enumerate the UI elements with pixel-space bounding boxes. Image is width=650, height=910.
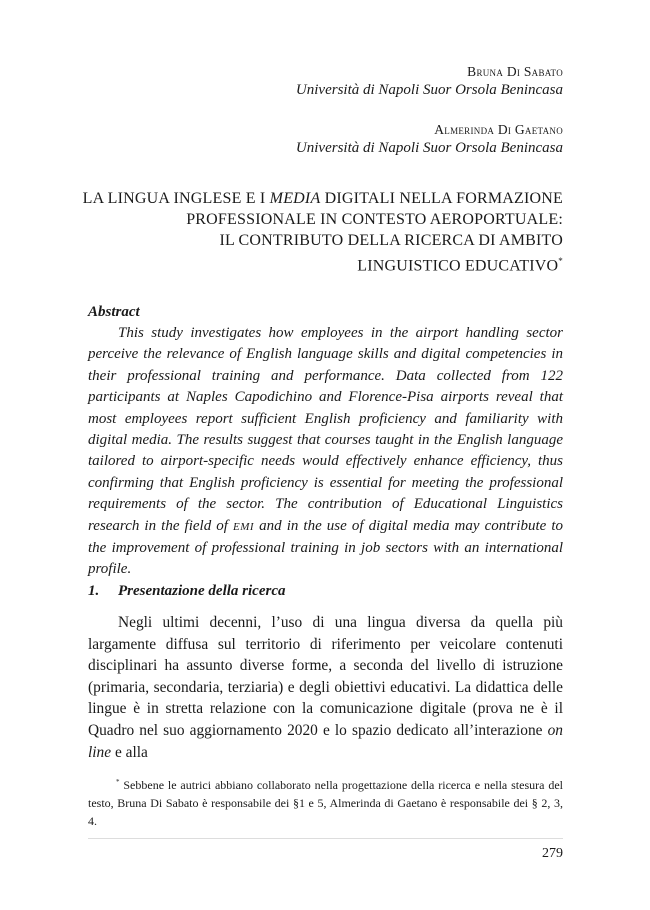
author-name: Bruna Di Sabato (467, 64, 563, 79)
page-number: 279 (542, 846, 563, 861)
abstract-text-part: This study investigates how employees in the airport handling sector perceive the relevance of English language skills and digital competencies in their professional training and performance. Data collected from 122 participants at Naples Capodichino and Florence-Pisa airports reveal that most employees report sufficient English proficiency and familiarity with digital media. The results suggest that courses taught in the English language tailored to airport-specific needs would effectively enhance efficiency, thus confirming that English proficiency is essential for meeting the professional requirements of the sector. The contribution of Educational Linguistics research in the field of (88, 325, 563, 534)
section-title: Presentazione della ricerca (118, 583, 286, 599)
section-heading (88, 583, 285, 600)
footnote (88, 773, 563, 830)
paper-title (40, 188, 563, 276)
body-text-part: e alla (111, 743, 148, 761)
abstract-text (88, 323, 563, 581)
body-italic-term: on line (88, 721, 563, 761)
footnote-text: Sebbene le autrici abbiano collaborato nella progettazione della ricerca e nella stesura del testo, Bruna Di Sabato è responsabile dei §1 e 5, Almerinda di Gaetano è responsabile dei § 2, 3, 4. (88, 778, 563, 828)
footer-divider (88, 838, 563, 839)
body-paragraph (88, 612, 563, 763)
abstract-heading: Abstract (88, 304, 140, 320)
footnote-marker: * (558, 256, 563, 266)
abstract-text-part: and in the use of digital media may contribute to the improvement of professional training in job sectors with an international profile. (88, 517, 563, 578)
title-media-word: MEDIA (269, 190, 321, 207)
section-number: 1. (88, 583, 100, 599)
abstract-acronym: EMI (233, 520, 255, 533)
title-text: LINGUISTICO EDUCATIVO (357, 257, 559, 275)
title-line-2: PROFESSIONALE IN CONTESTO AEROPORTUALE: (186, 211, 563, 228)
author-affiliation: Università di Napoli Suor Orsola Benincasa (295, 82, 563, 98)
footnote-mark: * (116, 778, 120, 786)
title-line-1 (40, 188, 563, 209)
title-text: LA LINGUA INGLESE E I (82, 190, 270, 207)
title-line-4 (40, 251, 563, 276)
body-text-part: Negli ultimi decenni, l’uso di una lingua diversa da quella più largamente diffusa sul territorio di riferimento per veicolare contenuti disciplinari ha assunto diverse forme, a seconda del livello di istruzione (primaria, secondaria, terziaria) e degli obiettivi educativi. La didattica delle lingue è in stretta relazione con la comunicazione digitale (prova ne è il Quadro nel suo aggiornamento 2020 e lo spazio dedicato all’interazione (88, 614, 563, 739)
title-text: DIGITALI NELLA FORMAZIONE (320, 190, 563, 207)
author-affiliation: Università di Napoli Suor Orsola Benincasa (295, 140, 563, 156)
title-line-3: IL CONTRIBUTO DELLA RICERCA DI AMBITO (219, 232, 563, 249)
author-block-2 (0, 122, 563, 157)
author-block-1 (0, 64, 563, 99)
author-name: Almerinda Di Gaetano (434, 122, 563, 137)
